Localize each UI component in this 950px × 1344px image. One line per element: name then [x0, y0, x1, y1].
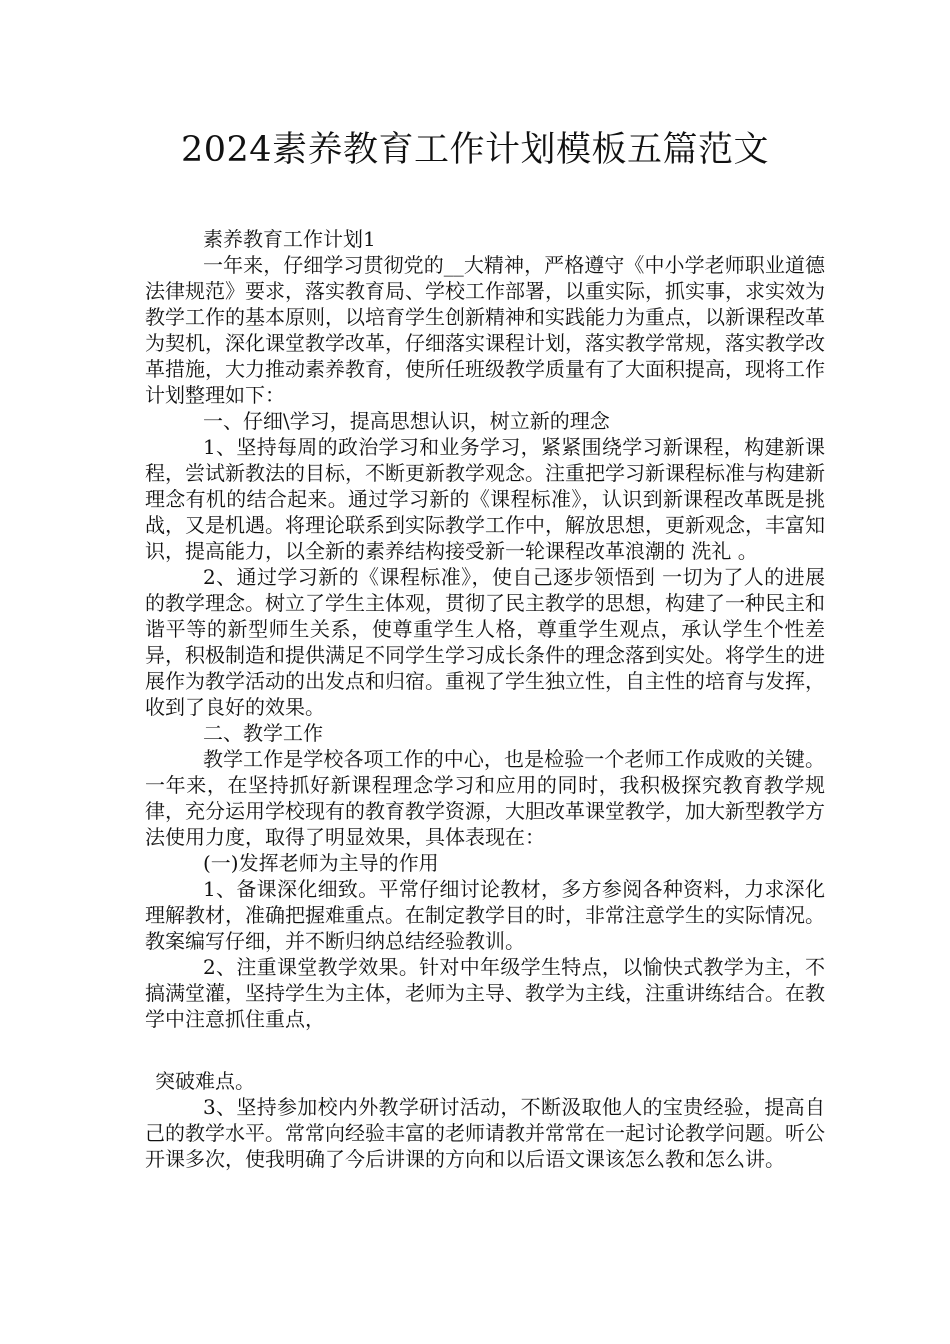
document-body — [145, 226, 825, 1172]
document-title: 2024素养教育工作计划模板五篇范文 — [180, 130, 770, 170]
page-break — [145, 1032, 825, 1068]
paragraph: 教学工作是学校各项工作的中心，也是检验一个老师工作成败的关键。一年来，在坚持抓好新课程理念学习和应用的同时，我积极探究教育教学规律，充分运用学校现有的教育教学资源，大胆改革课堂教学，加大新型教学方法使用力度，取得了明显效果，具体表现在： — [145, 747, 825, 849]
paragraph: 2、通过学习新的《课程标准》，使自己逐步领悟到 一切为了人的进展 的教学理念。树立了学生主体观，贯彻了民主教学的思想，构建了一种民主和谐平等的新型师生关系，使尊重学生人格，尊重学生观点，承认学生个性差异，积极制造和提供满足不同学生学习成长条件的理念落到实处。将学生的进展作为教学活动的出发点和归宿。重视了学生独立性，自主性的培育与发挥，收到了良好的效果。 — [145, 565, 825, 719]
paragraph-continuation: 突破难点。 — [155, 1069, 255, 1093]
section-heading: 素养教育工作计划1 — [203, 227, 376, 251]
paragraph: 1、坚持每周的政治学习和业务学习，紧紧围绕学习新课程，构建新课程，尝试新教法的目标，不断更新教学观念。注重把学习新课程标准与构建新理念有机的结合起来。通过学习新的《课程标准》，认识到新课程改革既是挑战，又是机遇。将理论联系到实际教学工作中，解放思想，更新观念，丰富知识，提高能力，以全新的素养结构接受新一轮课程改革浪潮的 洗礼 。 — [145, 435, 825, 563]
paragraph: 1、备课深化细致。平常仔细讨论教材，多方参阅各种资料，力求深化理解教材，准确把握难重点。在制定教学目的时，非常注意学生的实际情况。教案编写仔细，并不断归纳总结经验教训。 — [145, 877, 825, 953]
subsection-heading: (一)发挥老师为主导的作用 — [203, 851, 439, 875]
section-heading: 二、教学工作 — [203, 721, 323, 745]
paragraph: 3、坚持参加校内外教学研讨活动，不断汲取他人的宝贵经验，提高自己的教学水平。常常向经验丰富的老师请教并常常在一起讨论教学问题。听公开课多次，使我明确了今后讲课的方向和以后语文课该怎么教和怎么讲。 — [145, 1095, 825, 1171]
section-heading: 一、仔细\学习，提高思想认识，树立新的理念 — [203, 409, 610, 433]
paragraph: 2、注重课堂教学效果。针对中年级学生特点，以愉快式教学为主，不搞满堂灌，坚持学生为主体，老师为主导、教学为主线，注重讲练结合。在教学中注意抓住重点， — [145, 955, 825, 1031]
paragraph: 一年来，仔细学习贯彻党的__大精神，严格遵守《中小学老师职业道德法律规范》要求，落实教育局、学校工作部署，以重实际，抓实事，求实效为教学工作的基本原则，以培育学生创新精神和实践能力为重点，以新课程改革为契机，深化课堂教学改革，仔细落实课程计划，落实教学常规，落实教学改革措施，大力推动素养教育，使所任班级教学质量有了大面积提高，现将工作计划整理如下： — [145, 253, 825, 407]
